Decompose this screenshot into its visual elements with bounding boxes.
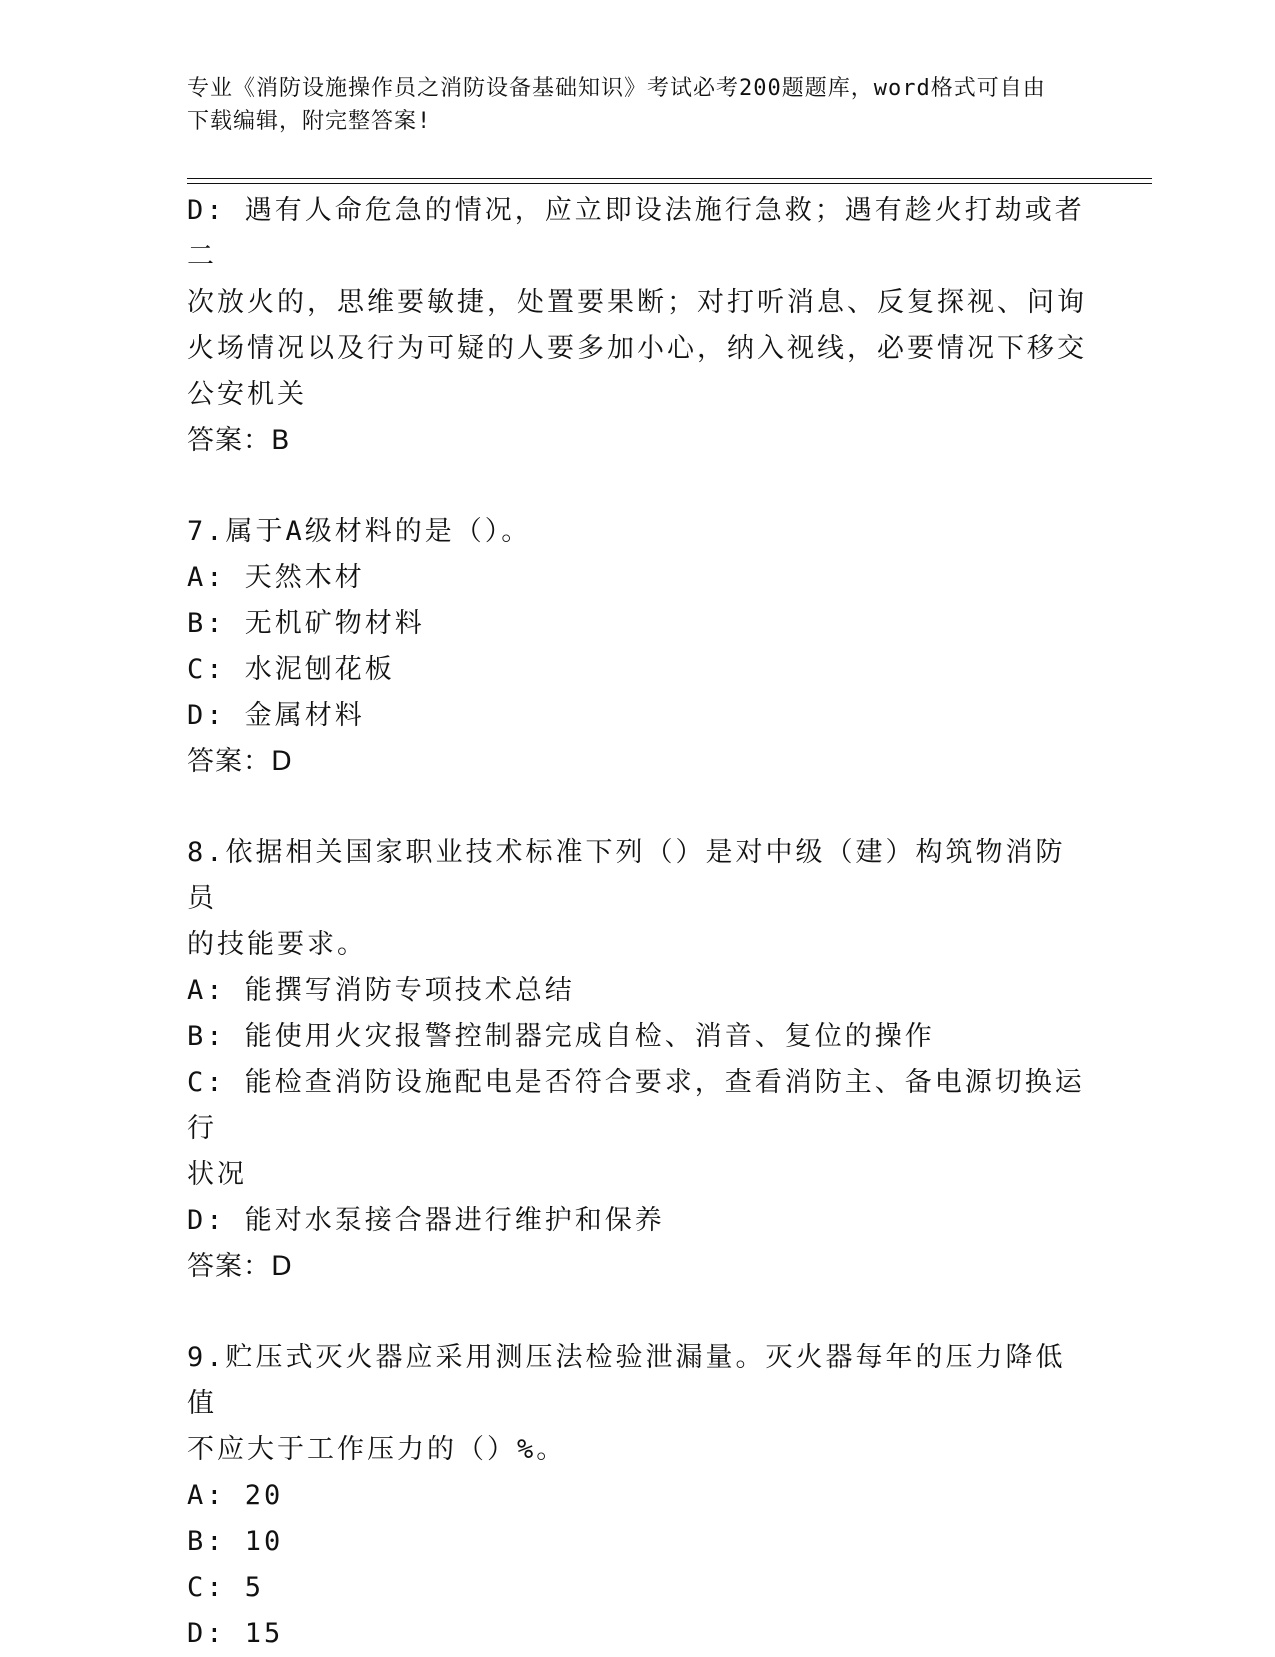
option-d-line-1: D: 遇有人命危急的情况，应立即设法施行急救；遇有趁火打劫或者二 [187,195,1085,272]
option-b: B: 能使用火灾报警控制器完成自检、消音、复位的操作 [187,1021,935,1052]
question-content [187,188,1087,1657]
option-d: D: 能对水泵接合器进行维护和保养 [187,1205,665,1236]
option-c-line-2: 状况 [187,1159,247,1190]
option-a: A: 天然木材 [187,562,365,593]
question-9 [187,1335,1087,1657]
answer-line: 答案：B [187,425,291,456]
question-stem-line-1: 8.依据相关国家职业技术标准下列（）是对中级（建）构筑物消防员 [187,837,1066,914]
question-stem-line-1: 9.贮压式灭火器应采用测压法检验泄漏量。灭火器每年的压力降低值 [187,1342,1066,1419]
option-a: A: 20 [187,1480,284,1511]
header-divider-top [187,178,1152,179]
option-d-line-2: 次放火的，思维要敏捷，处置要果断；对打听消息、反复探视、问询 [187,287,1087,318]
answer-line: 答案：D [187,1251,293,1282]
option-c-line-1: C: 能检查消防设施配电是否符合要求，查看消防主、备电源切换运行 [187,1067,1085,1144]
document-header-title: 专业《消防设施操作员之消防设备基础知识》考试必考200题题库，word格式可自由下载编辑，附完整答案! [187,76,1046,134]
question-8 [187,830,1087,1290]
header-divider-bottom [187,183,1152,184]
option-d-line-3: 火场情况以及行为可疑的人要多加小心，纳入视线，必要情况下移交 [187,333,1087,364]
option-c: C: 5 [187,1572,265,1603]
question-7 [187,509,1087,785]
option-a: A: 能撰写消防专项技术总结 [187,975,575,1006]
option-c: C: 水泥刨花板 [187,654,395,685]
question-stem-line-2: 的技能要求。 [187,929,367,960]
question-stem: 7.属于A级材料的是（）。 [187,516,532,547]
answer-line: 答案：D [187,746,293,777]
option-d: D: 金属材料 [187,700,365,731]
option-b: B: 10 [187,1526,284,1557]
option-d: D: 15 [187,1618,284,1649]
option-d-line-4: 公安机关 [187,379,307,410]
previous-question-tail [187,188,1087,464]
option-b: B: 无机矿物材料 [187,608,425,639]
question-stem-line-2: 不应大于工作压力的（）%。 [187,1434,567,1465]
